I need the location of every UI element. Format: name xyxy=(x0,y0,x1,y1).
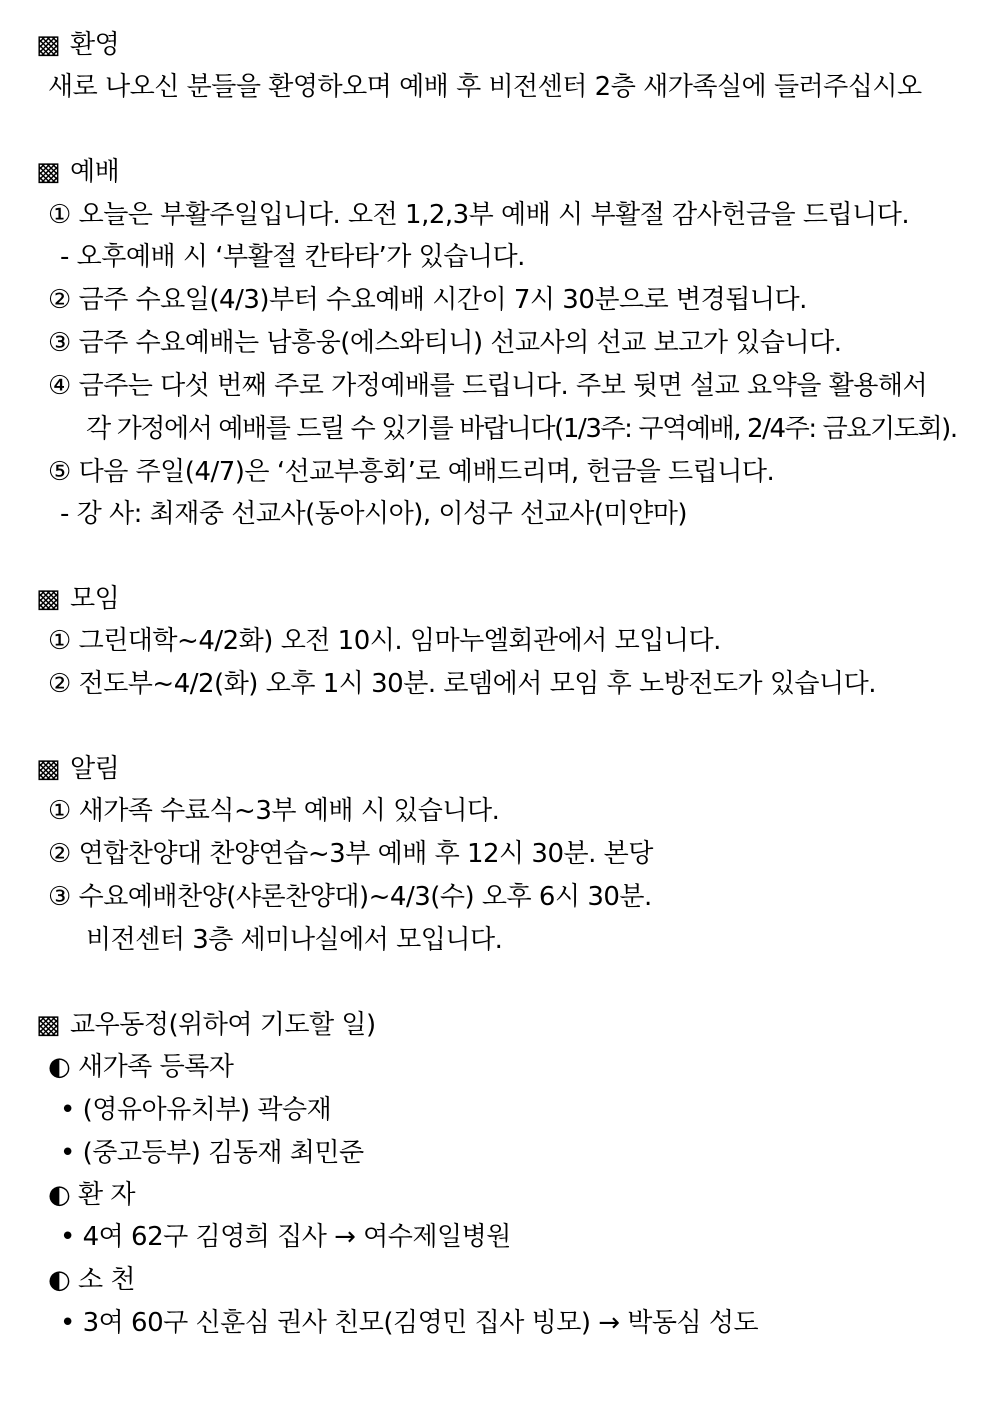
section-title: 환영 xyxy=(70,30,120,60)
notice-item-3: ③ 수요예배찬양(샤론찬양대)~4/3(수) 오후 6시 30분. xyxy=(48,882,652,912)
notice-item-3-continued: 비전센터 3층 세미나실에서 모입니다. xyxy=(86,925,503,955)
newcomers-item-2: • (중고등부) 김동재 최민준 xyxy=(60,1138,364,1168)
patients-heading: ◐ 환 자 xyxy=(48,1180,135,1210)
worship-item-4: ④ 금주는 다섯 번째 주로 가정예배를 드립니다. 주보 뒷면 설교 요약을 활용해서 xyxy=(48,371,928,401)
worship-item-1-sub: - 오후예배 시 ‘부활절 칸타타’가 있습니다. xyxy=(60,242,525,272)
notice-item-1: ① 새가족 수료식~3부 예배 시 있습니다. xyxy=(48,796,500,826)
newcomers-item-1: • (영유아유치부) 곽승재 xyxy=(60,1095,332,1125)
worship-item-5-sub: - 강 사: 최재중 선교사(동아시아), 이성구 선교사(미얀마) xyxy=(60,499,688,529)
meeting-item-1: ① 그린대학~4/2화) 오전 10시. 임마누엘회관에서 모입니다. xyxy=(48,626,721,656)
square-pattern-icon: ▩ xyxy=(36,30,61,60)
square-pattern-icon: ▩ xyxy=(36,1010,61,1040)
deceased-heading: ◐ 소 천 xyxy=(48,1265,135,1295)
square-pattern-icon: ▩ xyxy=(36,584,61,614)
section-title: 예배 xyxy=(70,157,120,187)
section-title: 교우동정(위하여 기도할 일) xyxy=(70,1010,376,1040)
section-title: 모임 xyxy=(70,584,120,614)
section-title: 알림 xyxy=(70,754,120,784)
notice-item-2: ② 연합찬양대 찬양연습~3부 예배 후 12시 30분. 본당 xyxy=(48,839,653,869)
section-heading-notice xyxy=(36,752,119,786)
worship-item-4-continued: 각 가정에서 예배를 드릴 수 있기를 바랍니다(1/3주: 구역예배, 2/4주: 금요기도회). xyxy=(86,414,957,444)
welcome-text: 새로 나오신 분들을 환영하오며 예배 후 비전센터 2층 새가족실에 들러주십시오 xyxy=(48,72,922,102)
worship-item-2: ② 금주 수요일(4/3)부터 수요예배 시간이 7시 30분으로 변경됩니다. xyxy=(48,285,807,315)
section-heading-welcome xyxy=(36,28,119,62)
section-heading-fellowship xyxy=(36,1008,376,1042)
patients-item-1: • 4여 62구 김영희 집사 → 여수제일병원 xyxy=(60,1222,511,1252)
square-pattern-icon: ▩ xyxy=(36,754,61,784)
square-pattern-icon: ▩ xyxy=(36,157,61,187)
section-heading-meeting xyxy=(36,582,119,616)
newcomers-heading: ◐ 새가족 등록자 xyxy=(48,1052,234,1082)
meeting-item-2: ② 전도부~4/2(화) 오후 1시 30분. 로뎀에서 모임 후 노방전도가 있습니다. xyxy=(48,669,877,699)
worship-item-5: ⑤ 다음 주일(4/7)은 ‘선교부흥회’로 예배드리며, 헌금을 드립니다. xyxy=(48,457,775,487)
deceased-item-1: • 3여 60구 신훈심 권사 친모(김영민 집사 빙모) → 박동심 성도 xyxy=(60,1308,759,1338)
worship-item-1: ① 오늘은 부활주일입니다. 오전 1,2,3부 예배 시 부활절 감사헌금을 드립니다. xyxy=(48,200,910,230)
section-heading-worship xyxy=(36,155,119,189)
worship-item-3: ③ 금주 수요예배는 남흥웅(에스와티니) 선교사의 선교 보고가 있습니다. xyxy=(48,328,842,358)
